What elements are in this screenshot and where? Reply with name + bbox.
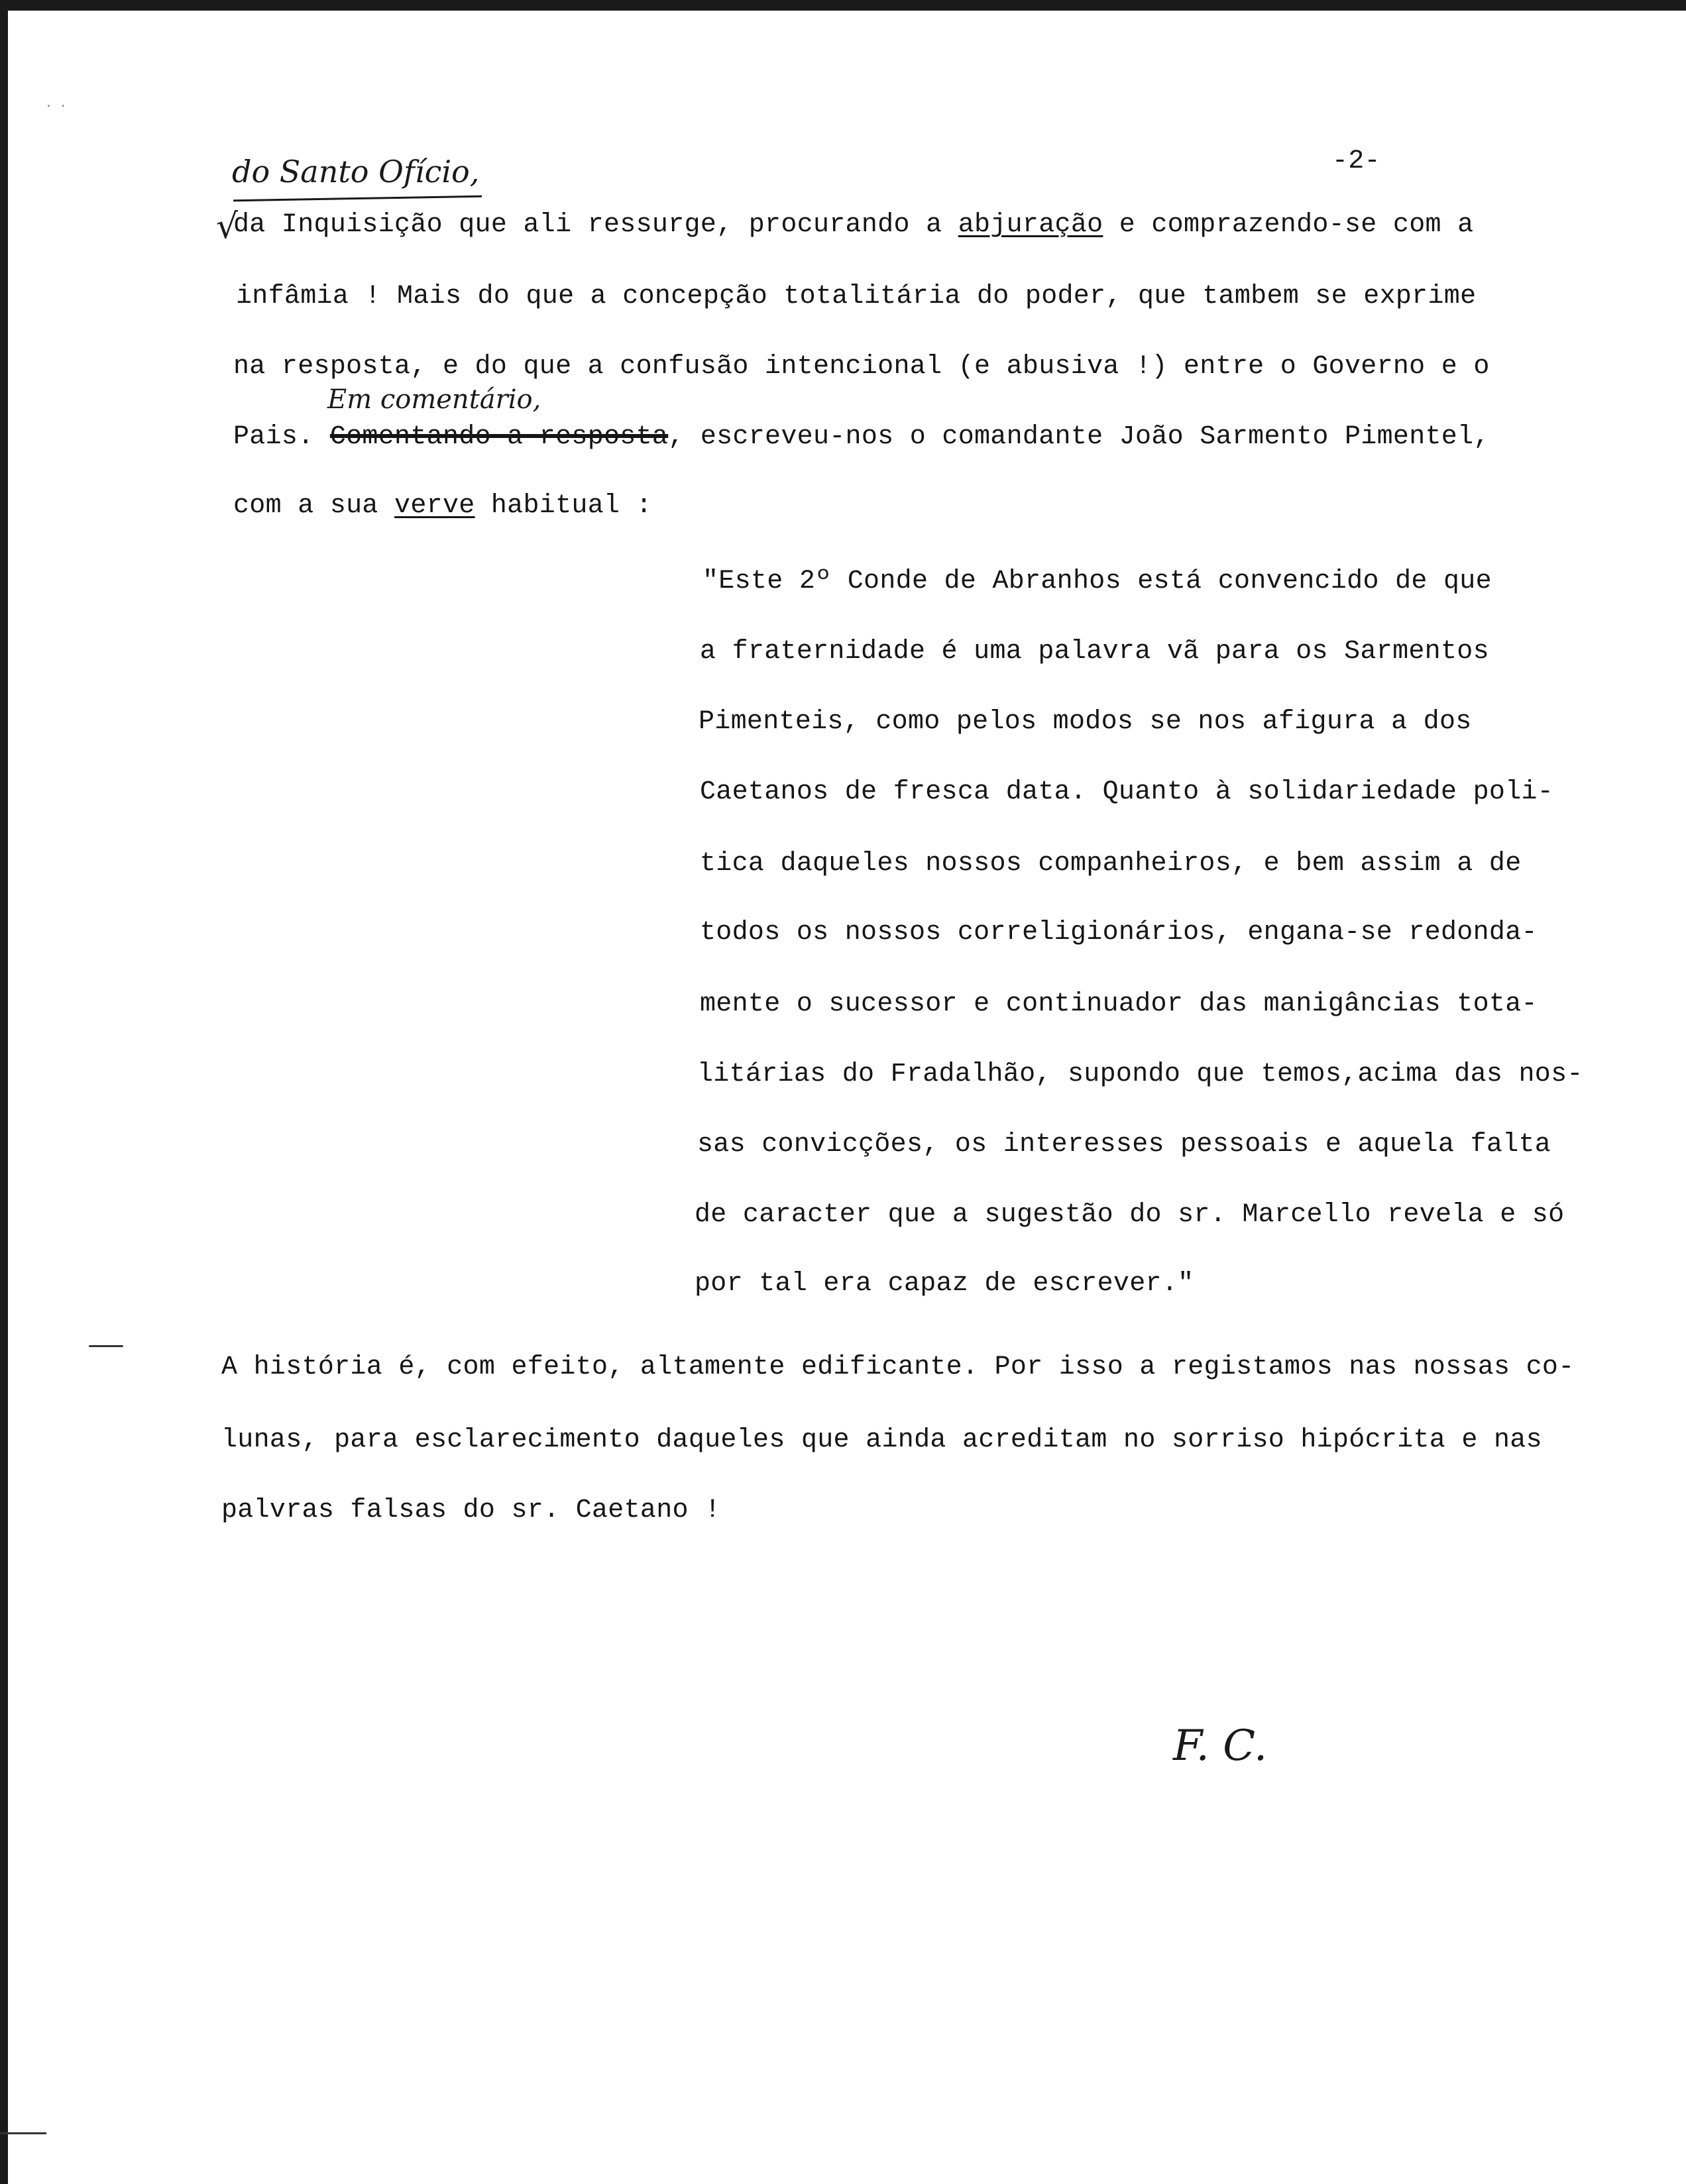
handwritten-underline xyxy=(233,195,482,202)
paragraph2-line: lunas, para esclarecimento daqueles que ainda acreditam no sorriso hipócrita e nas xyxy=(221,1425,1542,1455)
paragraph1-line5: com a sua verve habitual : xyxy=(233,491,652,521)
scan-edge-left xyxy=(0,0,8,2184)
quote-line: Pimenteis, como pelos modos se nos afigura a dos xyxy=(699,707,1472,737)
quote-line: tica daqueles nossos companheiros, e bem assim a de xyxy=(700,849,1522,879)
handwritten-insert-top: do Santo Ofício, xyxy=(232,154,480,190)
handwritten-insert-mid: Em comentário, xyxy=(327,384,541,415)
quote-line: a fraternidade é uma palavra vã para os Sarmentos xyxy=(700,637,1489,667)
quote-line: por tal era capaz de escrever." xyxy=(695,1269,1194,1299)
paragraph2-line: A história é, com efeito, altamente edificante. Por isso a registamos nas nossas co- xyxy=(221,1352,1575,1382)
quote-line: "Este 2º Conde de Abranhos está convencido de que xyxy=(702,567,1492,596)
quote-line: de caracter que a sugestão do sr. Marcello revela e só xyxy=(695,1200,1565,1230)
underlined-word-abjuracao: abjuração xyxy=(958,210,1103,240)
paragraph1-line2: infâmia ! Mais do que a concepção totalitária do poder, que tambem se exprime xyxy=(236,282,1477,311)
quote-line: mente o sucessor e continuador das manigâncias tota- xyxy=(700,989,1538,1019)
stray-dots: · · xyxy=(45,99,67,113)
scan-edge-top xyxy=(0,0,1686,11)
paragraph1-line1: da Inquisição que ali ressurge, procurando a abjuração e comprazendo-se com a xyxy=(233,210,1474,240)
scan-edge-tick xyxy=(0,2132,46,2134)
paragraph1-line4: Pais. Comentando a resposta, escreveu-nos o comandante João Sarmento Pimentel, xyxy=(233,422,1490,452)
quote-line: sas convicções, os interesses pessoais e aquela falta xyxy=(697,1130,1551,1160)
handwritten-initials: F. C. xyxy=(1173,1721,1268,1771)
quote-line: Caetanos de fresca data. Quanto à solidariedade poli- xyxy=(700,777,1554,807)
paragraph1-line3: na resposta, e do que a confusão intencional (e abusiva !) entre o Governo e o xyxy=(233,352,1490,382)
stray-pen-mark xyxy=(89,1345,123,1347)
quote-line: todos os nossos correligionários, engana-se redonda- xyxy=(700,918,1538,948)
page-number: -2- xyxy=(1332,146,1380,176)
quote-line: litárias do Fradalhão, supondo que temos,acima das nos- xyxy=(697,1060,1583,1089)
struck-out-text: Comentando a resposta xyxy=(329,422,669,452)
underlined-word-verve: verve xyxy=(394,491,475,521)
insertion-caret: √ xyxy=(216,207,239,246)
paragraph2-line: palvras falsas do sr. Caetano ! xyxy=(221,1496,721,1525)
